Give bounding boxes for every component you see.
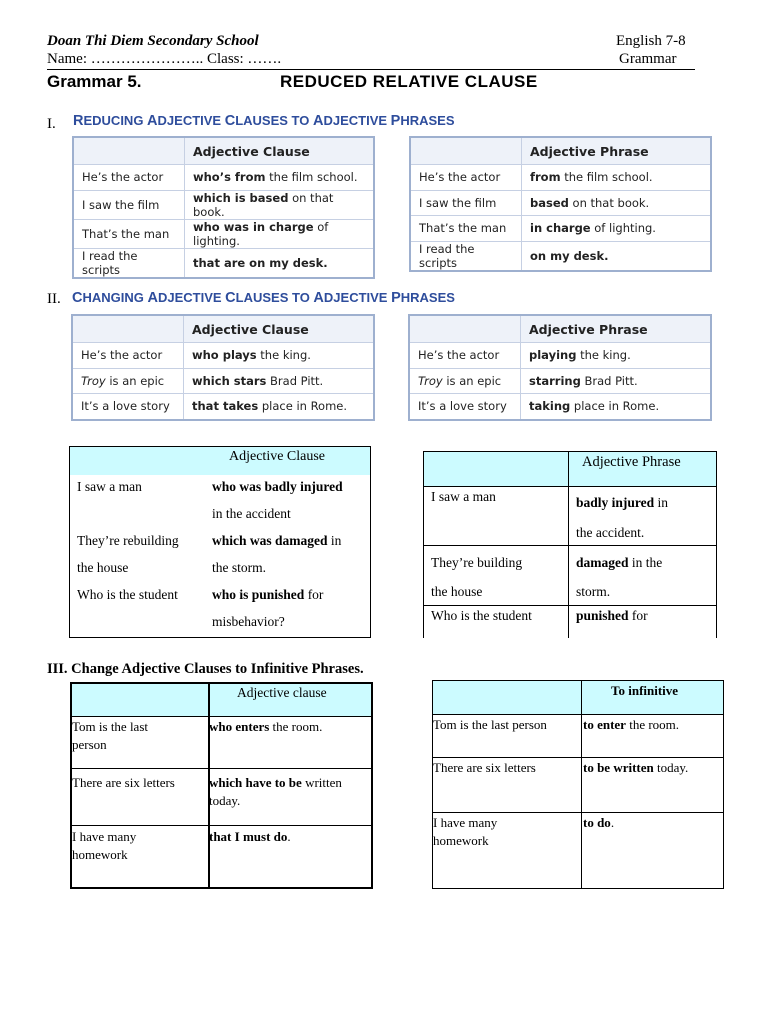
table-row: That’s the man who was in charge of lighting.	[73, 219, 374, 248]
row-divider	[424, 545, 716, 546]
section1-heading: REDUCING ADJECTIVE CLAUSES TO ADJECTIVE PHRASES	[73, 113, 455, 129]
table-header: Adjective Phrase	[582, 454, 681, 470]
table-row: He’s the actor from the film school.	[410, 165, 711, 191]
cell-subject: Tom is the last person	[72, 719, 149, 752]
table-row: Troy is an epic starring Brad Pitt.	[409, 368, 711, 394]
cell-clause: who is punished for misbehavior?	[212, 587, 324, 629]
cell-subject: Who is the student	[77, 587, 178, 602]
cell-clause: who enters the room.	[209, 719, 323, 734]
course-label: English 7-8	[616, 33, 686, 49]
s2-clause-table	[71, 314, 375, 421]
cell-clause: which was damaged in the storm.	[212, 533, 342, 575]
table-row: He’s the actor playing the king.	[409, 343, 711, 369]
s2-phrase-table	[408, 314, 712, 421]
section2-heading: CHANGING ADJECTIVE CLAUSES TO ADJECTIVE PHRASES	[72, 290, 455, 306]
table-row: I saw the film based on that book.	[410, 190, 711, 216]
subject-label: Grammar	[619, 51, 677, 67]
table-row: Troy is an epic which stars Brad Pitt.	[72, 368, 374, 394]
section2-numeral: II.	[47, 291, 61, 307]
cell-phrase: to do.	[583, 815, 615, 830]
infinitive-clause-table	[70, 682, 373, 889]
table-header: To infinitive	[611, 683, 679, 698]
cell-subject: I saw a man	[431, 489, 496, 504]
cell-subject: Tom is the last person	[433, 717, 547, 732]
practice-phrase-table	[423, 451, 717, 638]
cell-subject: I have many homework	[433, 815, 498, 848]
table-row: It’s a love story that takes place in Rome.	[72, 394, 374, 420]
column-divider	[581, 681, 582, 888]
cell-phrase: badly injured in the accident.	[576, 495, 669, 540]
grammar-number: Grammar 5.	[47, 72, 142, 91]
row-divider	[433, 812, 723, 813]
table-header: Adjective Clause	[185, 137, 375, 165]
header-divider	[47, 69, 695, 70]
row-divider	[72, 825, 371, 826]
section1-numeral: I.	[47, 116, 56, 132]
cell-clause: which have to be written today.	[209, 775, 342, 808]
cell-phrase: punished for	[576, 608, 648, 623]
table-header: Adjective Phrase	[522, 137, 712, 165]
row-divider	[433, 757, 723, 758]
table-header-bg	[433, 681, 723, 715]
infinitive-phrase-table	[432, 680, 724, 889]
table-row: I read the scripts on my desk.	[410, 241, 711, 271]
cell-subject: They’re building the house	[431, 555, 523, 599]
table-header: Adjective Clause	[229, 449, 326, 464]
cell-subject: I have many homework	[72, 829, 137, 862]
name-class-line: Name: ………………….. Class: …….	[47, 51, 282, 67]
cell-phrase: to enter the room.	[583, 717, 680, 732]
table-header: Adjective clause	[237, 685, 327, 700]
table-header: Adjective Phrase	[521, 315, 712, 343]
s1-phrase-table	[409, 136, 712, 272]
table-header: Adjective Clause	[184, 315, 375, 343]
page-title: REDUCED RELATIVE CLAUSE	[280, 72, 538, 91]
cell-phrase: to be written today.	[583, 760, 689, 775]
table-row: It’s a love story taking place in Rome.	[409, 394, 711, 420]
row-divider	[72, 768, 371, 769]
cell-subject: They’re rebuilding the house	[77, 533, 179, 575]
cell-clause: who was badly injured in the accident	[212, 479, 343, 521]
cell-subject: There are six letters	[72, 775, 175, 790]
table-row: I saw the film which is based on that book.	[73, 190, 374, 219]
section3-heading: III. Change Adjective Clauses to Infinitive Phrases.	[47, 661, 364, 677]
s1-clause-table	[72, 136, 375, 279]
practice-clause-table	[69, 446, 371, 638]
school-name: Doan Thi Diem Secondary School	[47, 33, 259, 49]
table-row: He’s the actor who’s from the film school.	[73, 165, 374, 191]
cell-subject: I saw a man	[77, 479, 142, 494]
table-row: That’s the man in charge of lighting.	[410, 216, 711, 242]
cell-subject: Who is the student	[431, 608, 532, 623]
cell-subject: There are six letters	[433, 760, 536, 775]
table-row: He’s the actor who plays the king.	[72, 343, 374, 369]
cell-clause: that I must do.	[209, 829, 291, 844]
cell-phrase: damaged in the storm.	[576, 555, 663, 599]
table-row: I read the scripts that are on my desk.	[73, 248, 374, 278]
